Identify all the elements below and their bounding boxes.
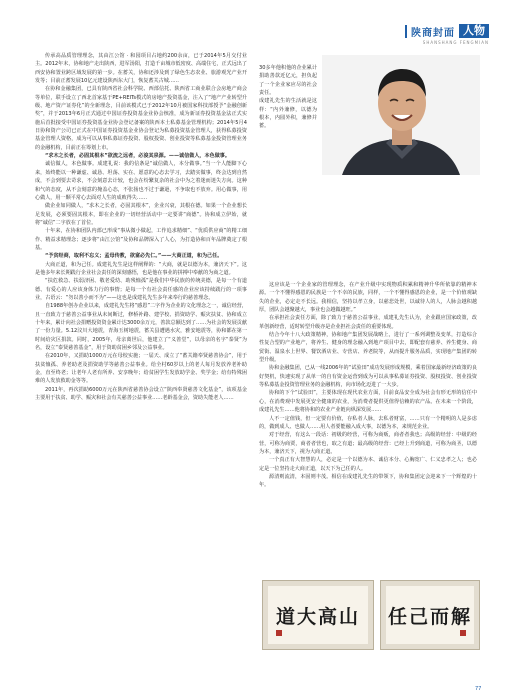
section-subtitle: SHANSHANG FENGMIAN [422, 40, 489, 45]
paragraph: 源清则流清，本固则丰茂。相信在成建礼先生的带领下，协和集团定会迎来下一个辉煌的十年。 [259, 473, 477, 489]
seal-stamp-icon [276, 630, 282, 636]
paragraph: 协和金融集团，已从一线2006年的“试验田”成功发展形成规模，乘着国家最新经济政策的良好契机，快速实现了从单一的自有资金运营到成为可以从事私募证券投资、股权投资、创业投资等私募基金投资管理业务的金融机构，向市场化迈进了一大步。 [259, 365, 477, 389]
paragraph: 2011年，再次捐助6000万元在陕西省慈善协会设立“陕西奉贤慈善文化基金”，该项基金主要用于扶贫、助学、赈灾和社会有关慈善公益事业……老龄基金会，资助失能老人…… [35, 386, 247, 402]
section-header [405, 24, 489, 38]
narrow-text: 30多年他积他的企业累计捐助善款近亿元，担负起了一个企业家应尽的社会责任。 成建礼先生的生活就是这样：“内外兼修，以德为根本，内圆外积，兼修并蓄。 [259, 65, 317, 130]
paragraph: 结合今年十八大政策精神，协和地产集团发展战略上，进行了一系列调整及变革，打造综合性复合型的产业地产，将养生、健身的理念融入到地产项目中去，即配套有慈养、养生健身、商贸街、温泉水上世界、餐饮酒店业、专营店、养老院等，从而提升服务品质，实现地产集团的转型升级。 [259, 332, 477, 364]
section-tag: 人物 [459, 24, 489, 38]
paragraph: 做企业如同做人，“求木之长者，必固其根本”，企业兴衰，其根在德。如果一个企业想长足发展，必须要固其根本，即在企业的一切经营活动中一定要讲“商德”。协和成立伊始，就将“诚信”二字放在了首位。 [35, 203, 247, 226]
portrait-photo [322, 55, 480, 175]
article-left-column [35, 52, 247, 662]
calligraphy-text-2: 任己而解 [387, 605, 472, 628]
paragraph: 对于经营，有这么一段话：初级的经营，可称为商贩，商者者我也；高级的经营：中级的经营，可称为商贾，商者者营也，取之有道；最高级的经营：已经上升到商道，可称为商圣，以德为本，兼济天下，视为大商正道。 [259, 432, 477, 455]
page-number: 77 [475, 686, 482, 692]
paragraph: 一个真正有大智慧的人，必定是一个以德为本、诚信本分、心胸宽广、仁义忠孝之人；也必定是一位坚持走大商正道，以天下为己任的人。 [259, 457, 477, 472]
paragraph: 大商正道，和为己任。成建礼先生是这样阐释的：“大商，就是以德为本，兼济天下”。这是他多年来长期践行企业社会责任的深刻感悟，也是他在事业的拼搏中奉献的为商之道。 [35, 261, 247, 276]
calligraphy-text-1: 道大高山 [275, 605, 360, 628]
paragraph: 自1988年创办企业以来，成建礼先生将“感恩”二字作为企业的文化理念之一，诚信经营，且一直致力于慈善公益事业从未间断过，修桥补路、建学校、捐资助学、赈灾扶贫、协和成立十年来，累计向社会捐赠投资资金累计达3000余万元，善款总额达到了……为社会的发展贡献了一份力量。5.12汶川大地震，青海玉树地震，蓄关县遭遇水灾，雅安地震等，协和都在第一时间给灾区捐款。同时，2005年，母亲离世后，他建立了“义善堂”，以母亲的名字“泰贤”为名，设立“泰贤慈善基金”，用于资助贫困乡邻及公益事业。 [35, 303, 247, 352]
article-narrow-column [259, 64, 317, 280]
paragraph: 人不一定值钱，但一定要有价值，存私者人脉，去私者财富，……只有一个精明的人是多虑的，做到成人、也做人……用人者要能融入成大事，以德为本，来规范企业。 [259, 415, 477, 430]
paragraph: 在协和金融集团，已具有陕西省社会科学院、西部信托、陕西省工商业联合会房地产商会等单位，联手设立了西北首家基于PE+REITs模式的房地产投资基金，注入了“地产产业转型升级、地产资产证券化”的全新理念，目前该模式已于2012年10月被国家科技部授予“金融创新奖”，并于2013年6月正式通过中国证券投资基金业协会核准，成为新证券投资基金法正式实施后首批接受中国证券投资基金业协会登记备案的陕西本土私募基金管理机构；2014年5月4日协和资产公司已正式在中国证券投资基金业协会登记为私募投资基金管理人，获得私募投资基金管理人资格，成为可以从事私募证券投资、股权投资、创业投资等私募基金投资管理业务的金融机构，目前正在筹划上市。 [35, 86, 247, 151]
paragraph: 传承高品质管理理念，其由江公馆 · 和园项目占地约200余亩，已于2014年5月交付业主。2012年末，协和地产走出陕西，进军汤阳，打造千亩城市低密度、高端住宅，正式远出了西安协和置业跨区域发展的第一步。在蓄关，协和还涉及到了绿色生态农业、旅游观光产业开发等；目前正蓄发展10亿元建设陕西东大门，恢复蓄关古城…… [35, 53, 247, 85]
section-heading: “求木之长者，必固其根本”欲流之远者，必浚其泉源。——诚信做人，本色做事。 [45, 153, 230, 160]
paragraph: 在2010年，又捐助1000万元在母校实施；一届天、成立了“蓄关籍奉贤慈善协会”，用于扶贫恤孤、养老助老及捐资助学等慈善公益事业。给全村60岁以上的老人每月发放养老补助金，直至终老；让老年人老有所养、安享晚年；给贫困学生发放助学金、奖学金；给有特殊困难的人发放救助金等等。 [35, 353, 247, 385]
paragraph: “扶危救急、扶弱济困、敬老爱幼、助残恤孤”是我们中华民族的传统美德，是每一个有道德、有爱心的人应该身体力行的事情；是每一个有社会责任感的企业应该持续践行的一项事业，古语云：“勿以善小而不为”——这也是成建礼先生多年来奉行的慈善理念。 [35, 278, 247, 301]
paragraph: 这应该是一个企业家的管理理念，在产业升级中实现物质积累和精神升华所依靠的精神本源。一个不懂得感恩的民族是一个不幸的民族，同样，一个不懂得感恩的企业，是一个价值观缺失的企业，必定走不长远。我相信，坚持以孝立身，以慈悲处世，以诚待人的人，人脉会越积越厚，团队会越聚越大，事业也会越做越旺。” [259, 282, 477, 314]
section-heading: “予贫经商，取利不忘义；孟母传教，欲富必先仁。”——大商正道，和为己任。 [45, 253, 223, 260]
paragraph: 在承担社会责任方面，除了致力于慈善公益事业，成建礼先生认为，企业跟应国家政策，改革创新经营，适时转型升级亦是企业担社会责任的重要体现。 [259, 315, 477, 330]
paragraph: 十年来，在协和团队内部已形成“事从微小做起，工作追求精细”、“优质供应商”的精工细作、精益求精理念；逐步将“由江公馆”及协和品牌深入了人心，为打造协和百年品牌奠定了根基。 [35, 228, 247, 251]
seal-stamp-icon [460, 630, 466, 636]
article-right-column [259, 281, 477, 573]
calligraphy-artwork-1 [262, 580, 374, 650]
calligraphy-artwork-2 [380, 580, 480, 650]
header-accent-bar [405, 25, 407, 38]
section-title: 陕商封面 [411, 27, 455, 39]
paragraph: 协和的下个“试验田”，主要体现在现代农业方面，目前食品安全成为社会有形无形的信任中心，在消费观中发展更安全健康的农业，为消费者提供更值得信赖的农产品。在未来一个阶段，成建礼先生……他将协和的农业产业链向纵深发展…… [259, 390, 477, 414]
paragraph: 诚信做人，本色做事。成建礼说：我的信条是“诚信做人，本分做事。”当一个人能脚下心来，始终能以一种谦虚、诚恳、坦荡、实在、愿意的心态去学习，去踏实做事，终会达到自然成，不会到要去苛求，不会刻意去计较，也会在纷繁复杂的社会中为之着迷而迷失方向。这种和气的态度，从不会刻意的掩盖心态，不张扬也不过于谦逊，不争取也不放弃。用心做事，用心做人，用一颗平常心去面对人生的成败得失…… [35, 161, 247, 201]
